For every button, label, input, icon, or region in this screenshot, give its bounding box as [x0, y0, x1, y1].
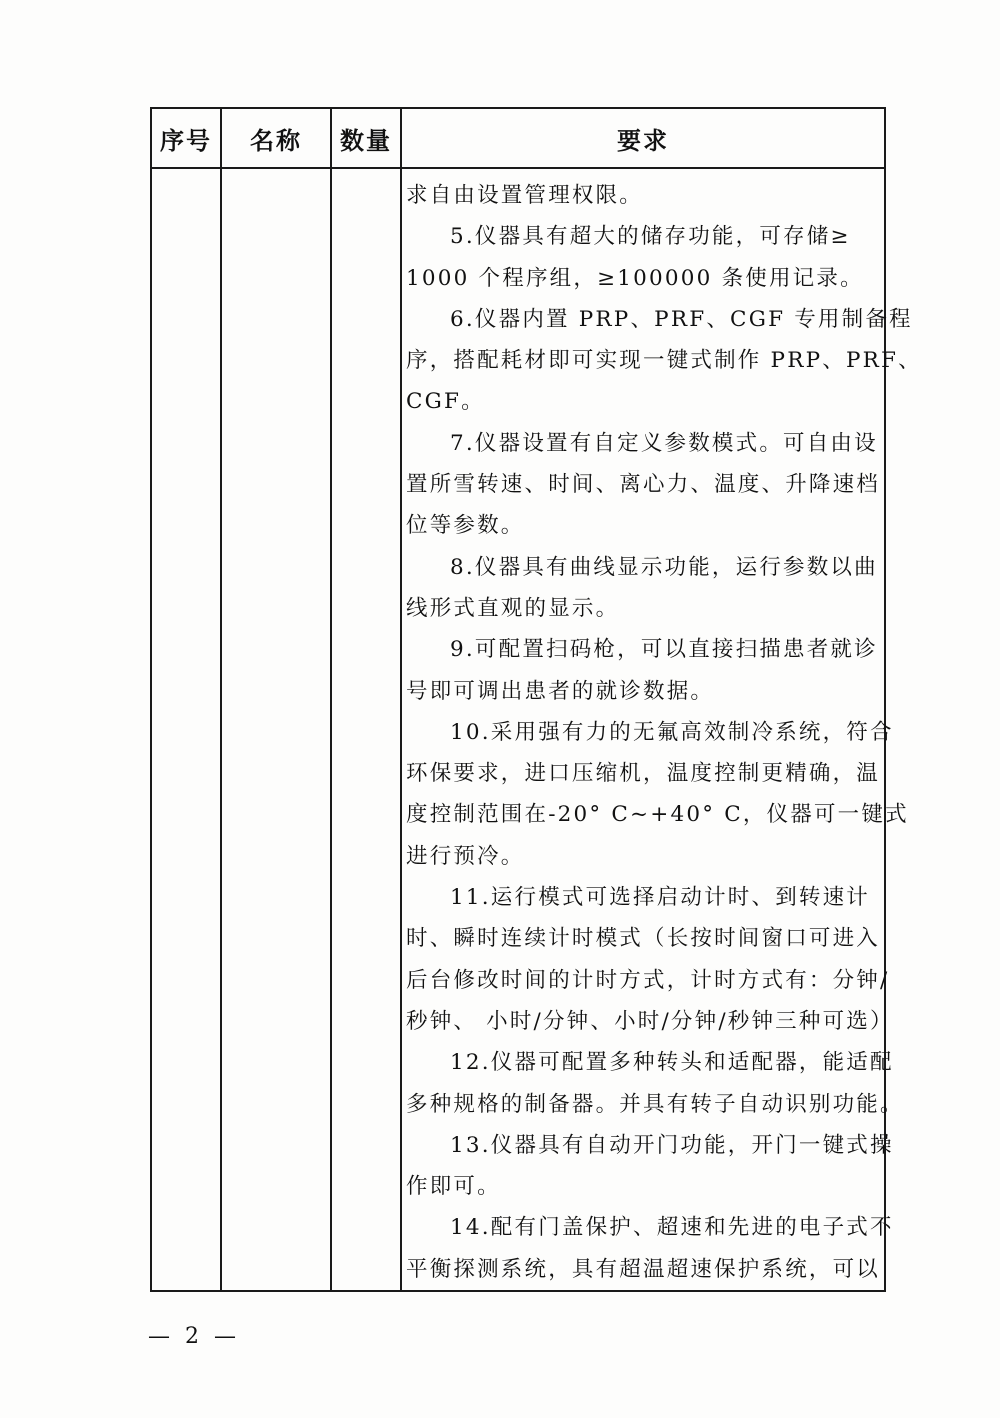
requirement-line: 位等参数。	[406, 513, 525, 539]
requirement-line: CGF。	[406, 389, 485, 415]
requirement-line: 9.可配置扫码枪，可以直接扫描患者就诊	[450, 637, 878, 663]
requirement-line: 12.仪器可配置多种转头和适配器，能适配	[450, 1050, 894, 1076]
requirement-line: 多种规格的制备器。并具有转子自动识别功能。	[406, 1091, 904, 1117]
requirement-line: 求自由设置管理权限。	[406, 183, 644, 208]
header-requirements: 要求	[401, 108, 885, 168]
cell-qty	[331, 168, 401, 1291]
requirement-line: 6.仪器内置 PRP、PRF、CGF 专用制备程	[450, 306, 913, 332]
requirement-line: 8.仪器具有曲线显示功能，运行参数以曲	[450, 554, 878, 580]
requirements-text	[406, 175, 922, 1290]
requirement-line: 号即可调出患者的就诊数据。	[406, 678, 715, 704]
requirement-line: 5.仪器具有超大的储存功能，可存储≥	[450, 224, 851, 250]
requirement-line: 平衡探测系统，具有超温超速保护系统，可以	[406, 1256, 881, 1282]
page-number: — 2 —	[148, 1324, 240, 1349]
requirement-line: 序，搭配耗材即可实现一键式制作 PRP、PRF、	[406, 348, 922, 374]
requirement-line: 后台修改时间的计时方式，计时方式有：分钟/	[406, 967, 890, 993]
spec-table	[150, 107, 922, 1292]
requirement-line: 11.运行模式可选择启动计时、到转速计	[450, 885, 870, 911]
requirement-line: 1000 个程序组，≥100000 条使用记录。	[406, 265, 864, 291]
requirement-line: 7.仪器设置有自定义参数模式。可自由设	[450, 430, 878, 456]
requirement-line: 13.仪器具有自动开门功能，开门一键式操	[450, 1132, 894, 1158]
cell-requirements	[401, 168, 922, 1291]
requirement-line: 度控制范围在-20° C~+40° C，仪器可一键式	[406, 802, 909, 828]
header-qty: 数量	[331, 108, 401, 168]
requirement-line: 作即可。	[406, 1174, 501, 1200]
cell-name	[221, 168, 331, 1291]
requirement-line: 14.配有门盖保护、超速和先进的电子式不	[450, 1215, 894, 1241]
requirement-line: 时、瞬时连续计时模式（长按时间窗口可进入	[406, 926, 881, 952]
requirement-line: 置所雪转速、时间、离心力、温度、升降速档	[406, 472, 881, 498]
requirement-line: 进行预冷。	[406, 843, 525, 869]
header-no: 序号	[151, 108, 221, 168]
requirement-line: 秒钟、 小时/分钟、小时/分钟/秒钟三种可选）	[406, 1008, 894, 1034]
requirement-line: 环保要求，进口压缩机，温度控制更精确，温	[406, 761, 881, 787]
requirement-line: 线形式直观的显示。	[406, 595, 620, 621]
table-header-row	[151, 108, 885, 168]
cell-no	[151, 168, 221, 1291]
header-name: 名称	[221, 108, 331, 168]
table-row	[151, 168, 885, 1291]
requirement-line: 10.采用强有力的无氟高效制冷系统，符合	[450, 719, 894, 745]
